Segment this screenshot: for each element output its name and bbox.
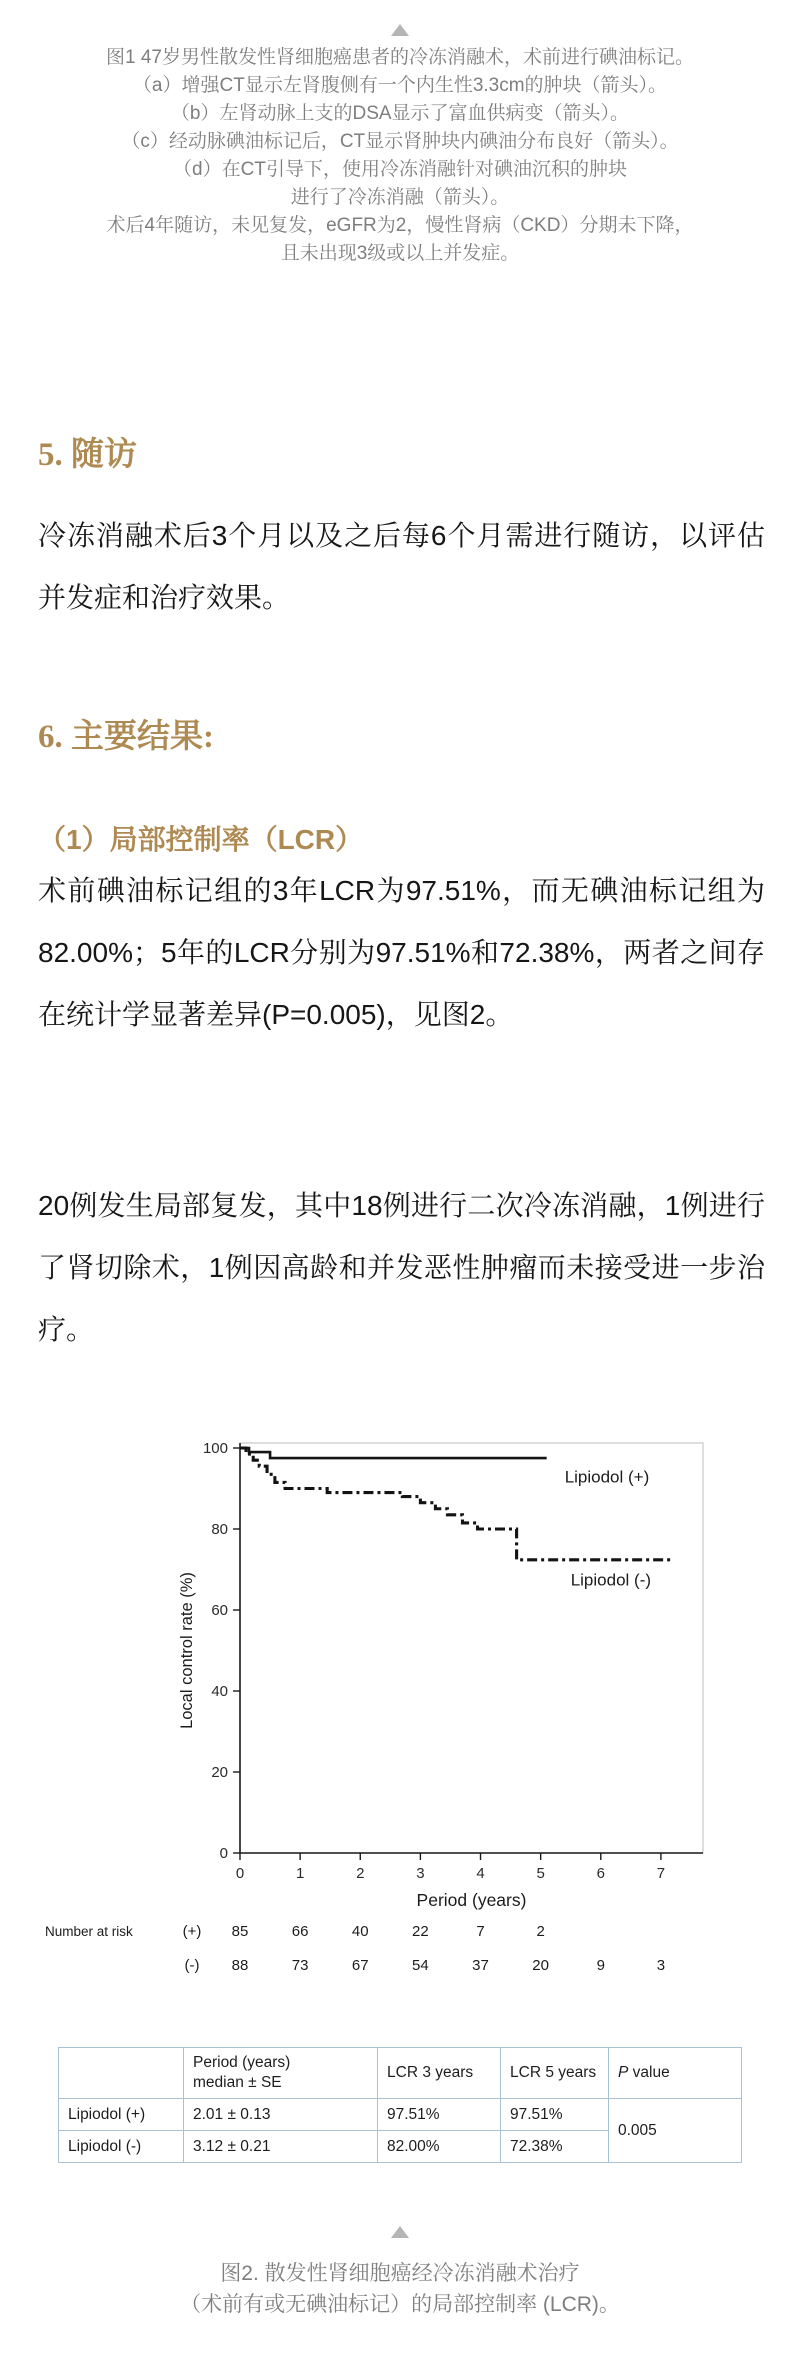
x-tick-label: 3 (416, 1865, 425, 1882)
caption-line: （a）增强CT显示左肾腹侧有一个内生性3.3cm的肿块（箭头）。 (132, 75, 668, 96)
x-tick-label: 7 (656, 1865, 666, 1882)
lcr-results-table (58, 2047, 742, 2163)
series-line-lipiodol-neg (240, 1448, 673, 1560)
cell-lcr3: 97.51% (378, 2099, 501, 2131)
y-tick-label: 60 (211, 1602, 228, 1619)
recurrence-paragraph: 20例发生局部复发，其中18例进行二次冷冻消融，1例进行了肾切除术，1例因高龄和并发恶性肿瘤而未接受进一步治疗。 (38, 1190, 765, 1345)
risk-value: 9 (596, 1957, 605, 1974)
series-label-lipiodol-neg: Lipiodol (-) (570, 1570, 652, 1590)
caption-line: 图2. 散发性肾细胞癌经冷冻消融术治疗 (220, 2262, 580, 2285)
risk-value: 40 (351, 1923, 369, 1940)
risk-value: 7 (476, 1923, 485, 1940)
y-tick-label: 0 (219, 1845, 228, 1862)
x-axis-title: Period (years) (416, 1890, 527, 1910)
x-tick-label: 1 (295, 1865, 305, 1882)
section-heading-followup: 5. 随访 (38, 437, 137, 473)
subsection-heading-lcr: （1）局部控制率（LCR） (38, 824, 364, 855)
x-tick-label: 4 (476, 1865, 485, 1882)
y-axis-title: Local control rate (%) (178, 1572, 196, 1729)
risk-value: 88 (231, 1957, 249, 1974)
risk-value: 66 (291, 1923, 309, 1940)
risk-row-name: (+) (182, 1923, 202, 1940)
header-pvalue (609, 2048, 742, 2099)
risk-value: 73 (291, 1957, 309, 1974)
risk-value: 3 (656, 1957, 666, 1974)
risk-value: 22 (412, 1923, 429, 1940)
caption-line: 图1 47岁男性散发性肾细胞癌患者的冷冻消融术，术前进行碘油标记。 (106, 47, 694, 68)
caption-line: （c）经动脉碘油标记后，CT显示肾肿块内碘油分布良好（箭头）。 (121, 131, 679, 152)
collapse-up-triangle-icon (391, 2226, 409, 2238)
plot-border (240, 1443, 703, 1853)
series-label-lipiodol-pos: Lipiodol (+) (564, 1467, 650, 1487)
y-tick-label: 100 (202, 1440, 228, 1457)
header-period-line2: median ± SE (193, 2074, 282, 2091)
x-tick-label: 2 (356, 1865, 365, 1882)
caption-line: （b）左肾动脉上支的DSA显示了富血供病变（箭头）。 (170, 103, 630, 124)
header-pvalue-text: P value (618, 2063, 670, 2081)
caption-line: 进行了冷冻消融（箭头）。 (290, 187, 510, 208)
section-heading-main-results: 6. 主要结果: (38, 719, 214, 755)
followup-paragraph: 冷冻消融术后3个月以及之后每6个月需进行随访，以评估并发症和治疗效果。 (38, 520, 765, 613)
risk-value: 37 (472, 1957, 489, 1974)
table-row-lipiodol-pos (59, 2099, 742, 2131)
lcr-statistics-paragraph: 术前碘油标记组的3年LCR为97.51%，而无碘油标记组为82.00%；5年的LCR分别为97.51%和72.38%，两者之间存在统计学显著差异(P=0.005)，见图2。 (38, 875, 765, 1030)
table-header-row (59, 2048, 742, 2099)
header-period-line1: Period (years) (193, 2053, 291, 2071)
cell-lcr3: 82.00% (378, 2131, 501, 2163)
risk-row-name: (-) (184, 1957, 200, 1974)
x-tick-label: 0 (235, 1865, 245, 1882)
caption-line: （d）在CT引导下，使用冷冻消融针对碘油沉积的肿块 (173, 159, 627, 180)
header-group (59, 2048, 184, 2099)
cell-lcr5: 97.51% (501, 2099, 609, 2131)
caption-line: 术后4年随访，未见复发，eGFR为2，慢性肾病（CKD）分期未下降， (106, 215, 694, 236)
risk-value: 67 (351, 1957, 369, 1974)
risk-value: 2 (536, 1923, 545, 1940)
y-tick-label: 20 (211, 1764, 228, 1781)
header-period (184, 2048, 378, 2099)
risk-value: 85 (231, 1923, 249, 1940)
caption-line: （术前有或无碘油标记）的局部控制率 (LCR)。 (180, 2293, 620, 2316)
cell-period: 2.01 ± 0.13 (184, 2099, 378, 2131)
figure2-caption (20, 2258, 780, 2320)
y-tick-label: 40 (211, 1683, 228, 1700)
cell-group: Lipiodol (+) (59, 2099, 184, 2131)
x-tick-label: 6 (596, 1865, 605, 1882)
collapse-up-triangle-icon (391, 24, 409, 36)
cell-pvalue: 0.005 (609, 2099, 742, 2163)
risk-value: 54 (412, 1957, 429, 1974)
risk-value: 20 (532, 1957, 549, 1974)
y-tick-label: 80 (211, 1521, 228, 1538)
figure1-caption (20, 44, 780, 268)
caption-line: 且未出现3级或以上并发症。 (280, 243, 520, 264)
kaplan-meier-chart (0, 1420, 800, 2000)
cell-period: 3.12 ± 0.21 (184, 2131, 378, 2163)
x-tick-label: 5 (536, 1865, 545, 1882)
header-lcr5: LCR 5 years (501, 2048, 609, 2099)
number-at-risk-label: Number at risk (45, 1924, 133, 1939)
cell-lcr5: 72.38% (501, 2131, 609, 2163)
series-line-lipiodol-pos (240, 1448, 547, 1458)
header-lcr3: LCR 3 years (378, 2048, 501, 2099)
cell-group: Lipiodol (-) (59, 2131, 184, 2163)
